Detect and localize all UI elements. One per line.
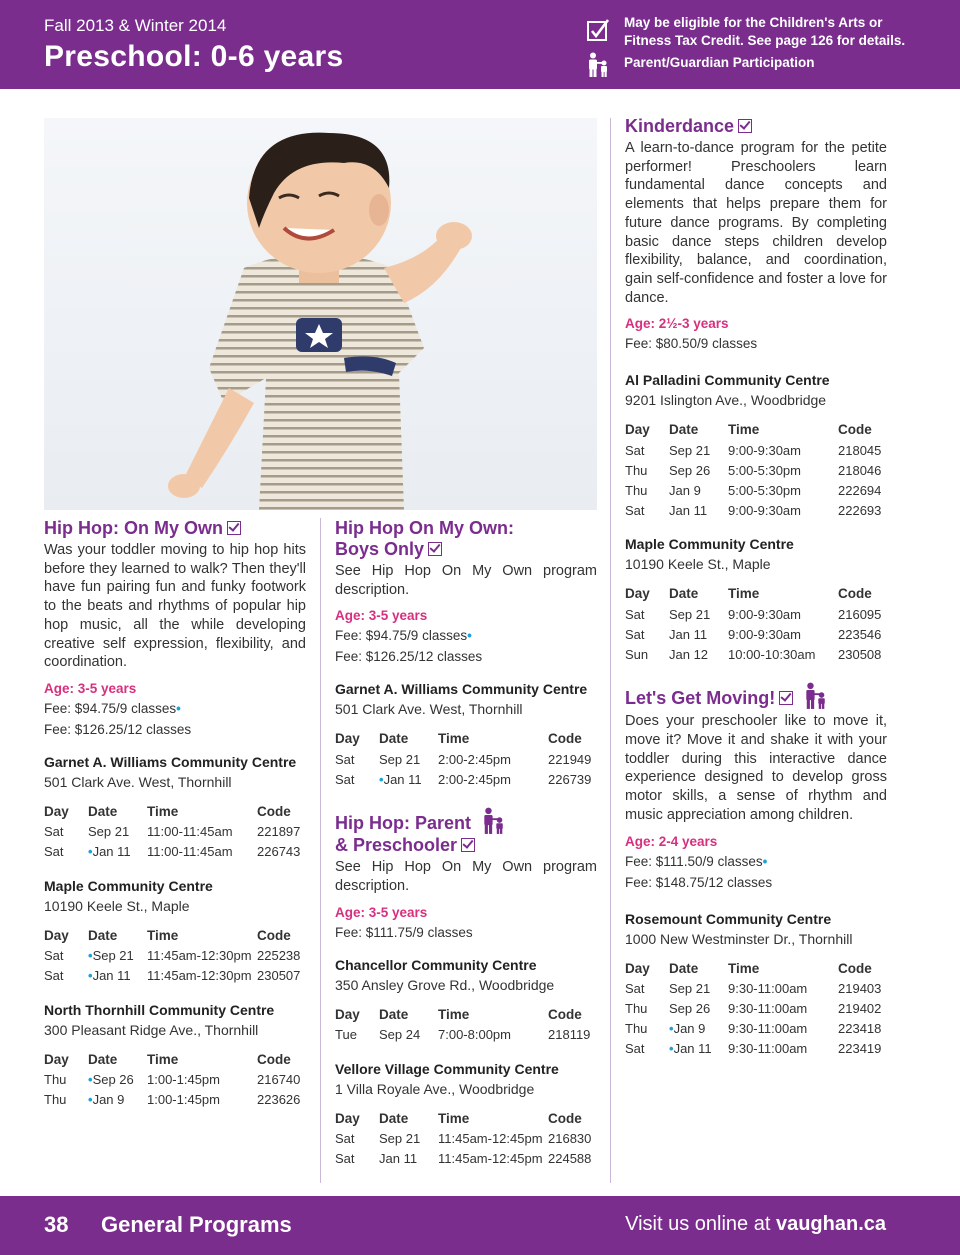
table-header: Day Date Time Code xyxy=(44,1051,291,1067)
checkbox-icon xyxy=(738,119,752,133)
table-header: Day Date Time Code xyxy=(335,1110,582,1126)
table-header: Day Date Time Code xyxy=(335,731,582,747)
legend-parent-participation xyxy=(586,52,946,78)
location-block xyxy=(625,911,887,1059)
schedule-table xyxy=(44,1052,306,1110)
section-title: General Programs xyxy=(101,1212,292,1237)
parent-child-icon xyxy=(586,52,612,78)
dot-icon: • xyxy=(669,1021,674,1037)
dancing-child-photo xyxy=(44,118,597,510)
column-divider-1 xyxy=(320,518,321,1183)
location-address: 350 Ansley Grove Rd., Woodbridge xyxy=(335,976,555,993)
program-kinderdance xyxy=(625,116,887,664)
program-fee: Fee: $80.50/9 classes xyxy=(625,336,758,352)
location-name: Al Palladini Community Centre xyxy=(625,372,830,389)
schedule-table xyxy=(335,1007,597,1045)
table-row: Sat Jan 11 11:45am-12:45pm 224588 xyxy=(335,1151,592,1167)
table-row: Sat Sep 21 9:00-9:30am 216095 xyxy=(625,606,882,622)
season-label: Fall 2013 & Winter 2014 xyxy=(44,16,227,35)
checkbox-icon xyxy=(779,691,793,705)
location-address: 501 Clark Ave. West, Thornhill xyxy=(44,773,232,790)
schedule-table xyxy=(625,961,887,1059)
dot-icon: • xyxy=(88,948,93,964)
table-row: Thu •Sep 26 1:00-1:45pm 216740 xyxy=(44,1072,301,1088)
schedule-table xyxy=(44,804,306,862)
program-title: Hip Hop On My Own: Boys Only xyxy=(335,518,514,559)
dot-icon: • xyxy=(88,844,93,860)
program-description: Does your preschooler like to move it, move it? Move it and shake it with your toddler during this interactive dance experience designed to develop gross motor skills, a sense of rhythm and music appreciation among children. xyxy=(625,713,887,823)
checkbox-icon xyxy=(428,542,442,556)
program-lets-get-moving xyxy=(625,682,887,1058)
location-name: North Thornhill Community Centre xyxy=(44,1001,275,1018)
dot-icon: • xyxy=(379,771,384,787)
location-block xyxy=(335,681,597,789)
program-fee: Fee: $94.75/9 classes• xyxy=(335,628,472,644)
program-fee: Fee: $126.25/12 classes xyxy=(335,649,483,665)
column-2 xyxy=(335,518,597,1169)
location-block xyxy=(44,878,306,986)
program-age: Age: 2½-3 years xyxy=(625,316,729,332)
table-row: Sat Sep 21 2:00-2:45pm 221949 xyxy=(335,751,592,767)
page-footer xyxy=(0,1196,960,1255)
program-age: Age: 3-5 years xyxy=(335,608,428,624)
location-name: Maple Community Centre xyxy=(44,877,213,894)
location-name: Garnet A. Williams Community Centre xyxy=(335,681,588,698)
program-description: A learn-to-dance program for the petite performer! Preschoolers learn fundamental dance concepts and elements that helps prepare them for future dance programs. By completing basic dance steps children develop flexibility, balance, and coordination, gain self-confidence and foster a love for dance. xyxy=(625,140,887,306)
column-divider-2 xyxy=(610,118,611,1183)
dancing-child-illustration xyxy=(44,118,597,510)
table-row: Sat Sep 21 9:00-9:30am 218045 xyxy=(625,442,882,458)
checkbox-icon xyxy=(586,18,612,44)
table-row: Thu Jan 9 5:00-5:30pm 222694 xyxy=(625,482,882,498)
table-header: Day Date Time Code xyxy=(335,1006,582,1022)
table-row: Thu Sep 26 5:00-5:30pm 218046 xyxy=(625,462,882,478)
program-hiphop-on-my-own xyxy=(44,518,306,1110)
program-fee: Fee: $111.75/9 classes xyxy=(335,924,473,940)
program-hiphop-parent-preschooler xyxy=(335,807,597,1168)
table-row: Sat •Jan 11 2:00-2:45pm 226739 xyxy=(335,771,592,787)
table-row: Sat •Jan 11 9:30-11:00am 223419 xyxy=(625,1041,882,1057)
dot-icon: • xyxy=(88,1092,93,1108)
dot-icon: • xyxy=(762,853,768,869)
parent-child-icon xyxy=(482,807,506,835)
legend xyxy=(586,12,946,78)
location-name: Garnet A. Williams Community Centre xyxy=(44,753,297,770)
dot-icon: • xyxy=(88,968,93,984)
column-3 xyxy=(625,116,887,1059)
program-age: Age: 3-5 years xyxy=(44,680,137,696)
dot-icon: • xyxy=(467,628,472,644)
program-age: Age: 3-5 years xyxy=(335,904,428,920)
schedule-table xyxy=(44,928,306,986)
table-row: Sat Jan 11 9:00-9:30am 222693 xyxy=(625,502,882,518)
table-row: Sat •Sep 21 11:45am-12:30pm 225238 xyxy=(44,948,301,964)
page-header xyxy=(0,0,960,89)
table-row: Sat Sep 21 9:30-11:00am 219403 xyxy=(625,981,882,997)
location-address: 1000 New Westminster Dr., Thornhill xyxy=(625,930,853,947)
table-header: Day Date Time Code xyxy=(44,927,291,943)
location-block xyxy=(44,754,306,862)
location-block xyxy=(625,536,887,664)
program-description: Was your toddler moving to hip hop hits before they learned to walk? Then they'll have fun pairing fun and funky footwork to the beats and rhythms of popular hip hop music, all the while developing creative self expression, flexibility, and coordination. xyxy=(44,542,306,671)
page-number: 38 xyxy=(44,1212,69,1237)
checkbox-icon xyxy=(461,838,475,852)
parent-child-icon xyxy=(804,682,828,710)
dot-icon: • xyxy=(669,1041,674,1057)
table-row: Sun Jan 12 10:00-10:30am 230508 xyxy=(625,646,882,662)
program-title: Hip Hop: On My Own xyxy=(44,518,306,539)
location-address: 10190 Keele St., Maple xyxy=(44,897,190,914)
location-address: 1 Villa Royale Ave., Woodbridge xyxy=(335,1080,535,1097)
location-address: 501 Clark Ave. West, Thornhill xyxy=(335,701,523,718)
website-link[interactable]: Visit us online at vaughan.ca xyxy=(625,1213,886,1235)
location-block xyxy=(335,1061,597,1169)
program-description: See Hip Hop On My Own program description. xyxy=(335,563,597,598)
schedule-table xyxy=(625,422,887,520)
table-row: Sat Sep 21 11:45am-12:45pm 216830 xyxy=(335,1131,592,1147)
table-header: Day Date Time Code xyxy=(625,960,872,976)
legend-tax-credit xyxy=(586,12,946,52)
schedule-table xyxy=(335,731,597,789)
table-header: Day Date Time Code xyxy=(44,803,291,819)
location-address: 300 Pleasant Ridge Ave., Thornhill xyxy=(44,1021,259,1038)
program-fee: Fee: $94.75/9 classes• xyxy=(44,700,181,716)
table-row: Sat •Jan 11 11:00-11:45am 226743 xyxy=(44,844,301,860)
location-name: Chancellor Community Centre xyxy=(335,956,537,973)
location-name: Maple Community Centre xyxy=(625,536,794,553)
program-hiphop-boys-only xyxy=(335,518,597,789)
program-title: Let's Get Moving! xyxy=(625,682,887,710)
program-fee: Fee: $126.25/12 classes xyxy=(44,721,192,737)
schedule-table xyxy=(625,586,887,664)
table-row: Thu •Jan 9 1:00-1:45pm 223626 xyxy=(44,1092,301,1108)
location-block xyxy=(44,1002,306,1110)
program-description: See Hip Hop On My Own program description. xyxy=(335,859,597,895)
location-address: 10190 Keele St., Maple xyxy=(625,556,771,573)
tax-credit-line-2: Fitness Tax Credit. See page 126 for details. xyxy=(624,33,906,48)
table-header: Day Date Time Code xyxy=(625,422,872,438)
location-block xyxy=(625,372,887,520)
table-row: Thu •Jan 9 9:30-11:00am 223418 xyxy=(625,1021,882,1037)
program-fee: Fee: $111.50/9 classes• xyxy=(625,853,768,869)
program-age: Age: 2-4 years xyxy=(625,833,718,849)
table-header: Day Date Time Code xyxy=(625,586,872,602)
location-address: 9201 Islington Ave., Woodbridge xyxy=(625,392,827,409)
schedule-table xyxy=(335,1111,597,1169)
table-row: Sat Jan 11 9:00-9:30am 223546 xyxy=(625,626,882,642)
program-title: Kinderdance xyxy=(625,116,887,137)
tax-credit-line-1: May be eligible for the Children's Arts or xyxy=(624,15,883,30)
location-name: Vellore Village Community Centre xyxy=(335,1060,559,1077)
table-row: Thu Sep 26 9:30-11:00am 219402 xyxy=(625,1001,882,1017)
page-title: Preschool: 0-6 years xyxy=(44,40,344,73)
location-name: Rosemount Community Centre xyxy=(625,910,832,927)
checkbox-icon xyxy=(227,521,241,535)
dot-icon: • xyxy=(176,700,181,716)
table-row: Sat Sep 21 11:00-11:45am 221897 xyxy=(44,824,301,840)
table-row: Sat •Jan 11 11:45am-12:30pm 230507 xyxy=(44,968,301,984)
table-row: Tue Sep 24 7:00-8:00pm 218119 xyxy=(335,1027,591,1043)
program-fee: Fee: $148.75/12 classes xyxy=(625,874,773,890)
location-block xyxy=(335,957,597,1045)
dot-icon: • xyxy=(88,1072,93,1088)
parent-participation-label: Parent/Guardian Participation xyxy=(624,55,815,70)
program-title: Hip Hop: Parent & Preschooler xyxy=(335,807,597,856)
